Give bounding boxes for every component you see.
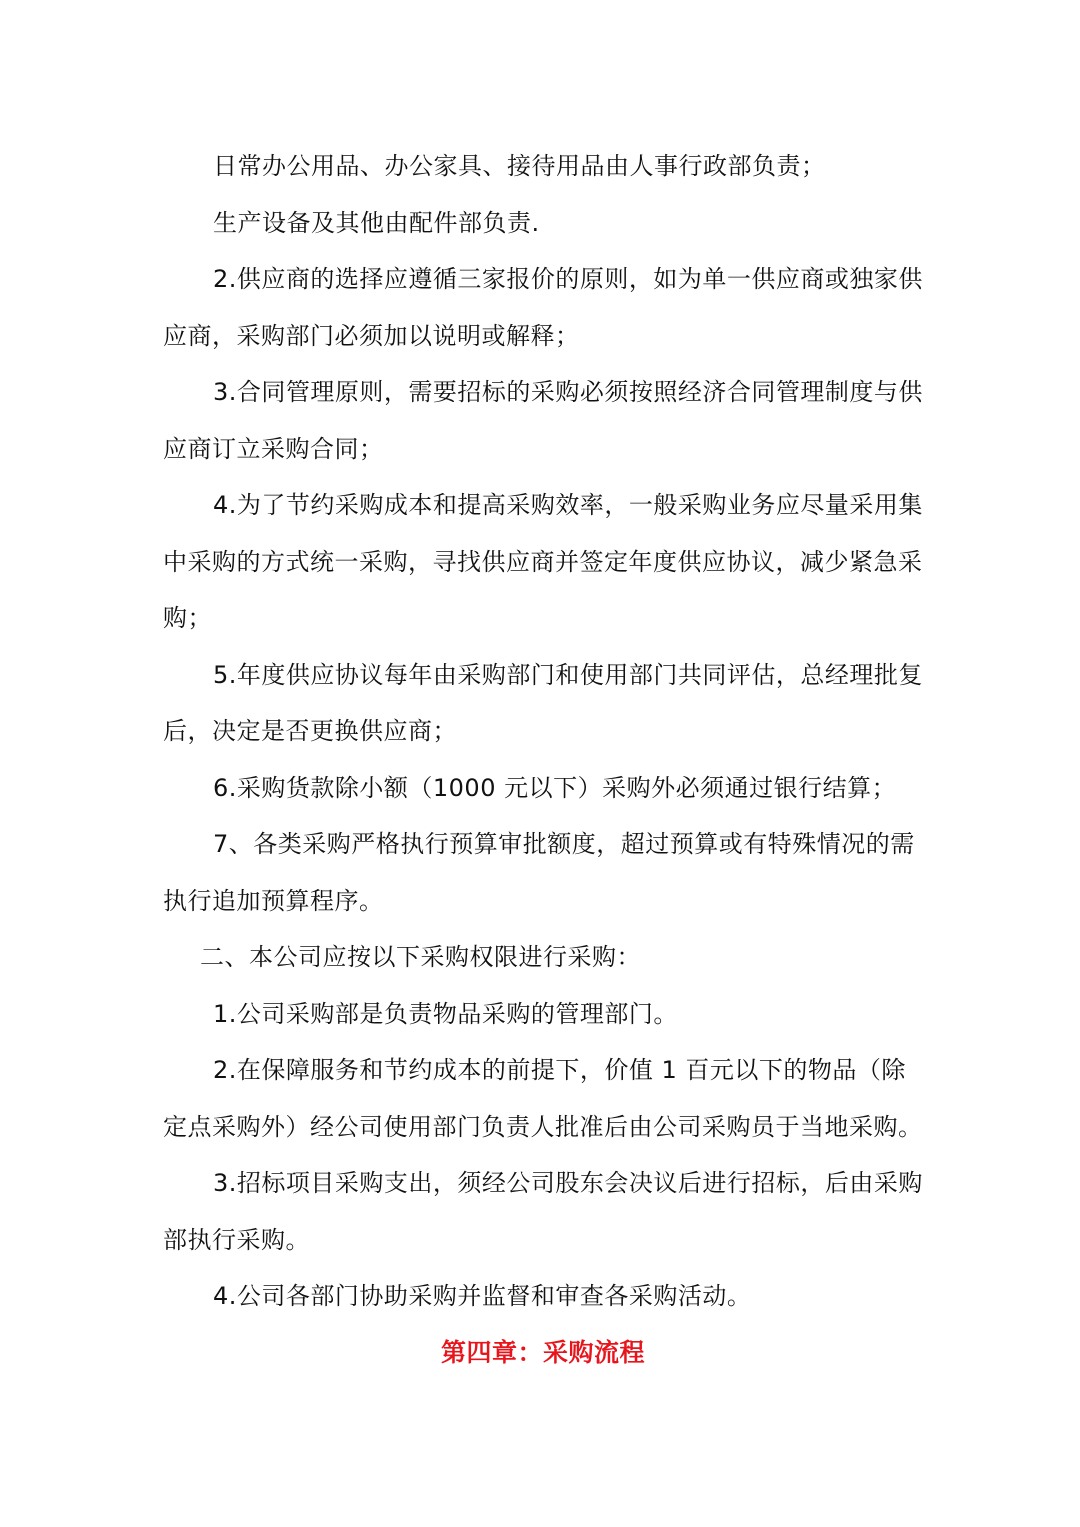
paragraph-contract-management: 3.合同管理原则，需要招标的采购必须按照经济合同管理制度与供应商订立采购合同； xyxy=(163,378,923,463)
paragraph-purchasing-department: 1.公司采购部是负责物品采购的管理部门。 xyxy=(213,999,678,1028)
paragraph-department-supervision: 4.公司各部门协助采购并监督和审查各采购活动。 xyxy=(213,1282,752,1310)
paragraph-tender-projects: 3.招标项目采购支出，须经公司股东会决议后进行招标，后由采购部执行采购。 xyxy=(163,1169,923,1254)
paragraph-budget-approval: 7、各类采购严格执行预算审批额度，超过预算或有特殊情况的需执行追加预算程序。 xyxy=(163,830,915,915)
paragraph-centralized-purchasing: 4.为了节约采购成本和提高采购效率，一般采购业务应尽量采用集中采购的方式统一采购，寻找供应商并签定年度供应协议，减少紧急采购； xyxy=(163,491,923,632)
paragraph-supplier-selection: 2.供应商的选择应遵循三家报价的原则，如为单一供应商或独家供应商，采购部门必须加以说明或解释； xyxy=(163,265,923,350)
paragraph-bank-settlement: 6.采购货款除小额（1000 元以下）采购外必须通过银行结算； xyxy=(213,773,897,802)
paragraph-low-value-items: 2.在保障服务和节约成本的前提下，价值 1 百元以下的物品（除定点采购外）经公司使用部门负责人批准后由公司采购员于当地采购。 xyxy=(163,1056,923,1141)
section-heading-purchasing-authority: 二、本公司应按以下采购权限进行采购： xyxy=(200,943,641,971)
paragraph-office-supplies: 日常办公用品、办公家具、接待用品由人事行政部负责； xyxy=(213,152,826,180)
chapter-heading: 第四章：采购流程 xyxy=(440,1337,645,1367)
document-body xyxy=(163,138,923,1381)
paragraph-production-equipment: 生产设备及其他由配件部负责. xyxy=(213,208,540,237)
paragraph-annual-agreement: 5.年度供应协议每年由采购部门和使用部门共同评估，总经理批复后，决定是否更换供应商； xyxy=(163,660,923,745)
